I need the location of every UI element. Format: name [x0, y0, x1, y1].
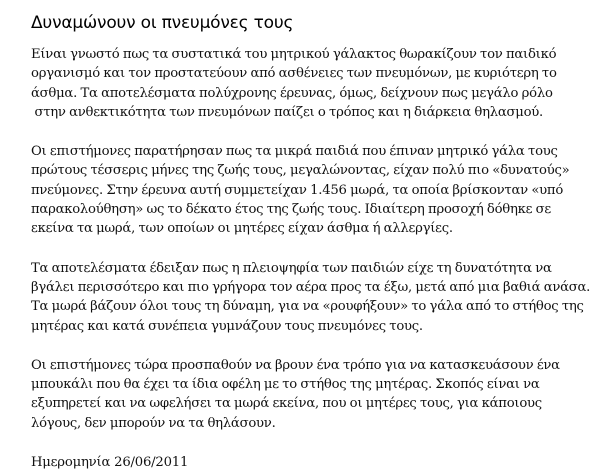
paragraph-line: βγάλει περισσότερο και πιο γρήγορα τον αέρα προς τα έξω, μετά από μια βαθιά ανάσα. [31, 279, 591, 295]
paragraph-line: εκείνα τα μωρά, των οποίων οι μητέρες είχαν άσθμα ή αλλεργίες. [31, 221, 453, 237]
paragraph-1 [31, 45, 583, 122]
paragraph-line: μπουκάλι που θα έχει τα ίδια οφέλη με το στήθος της μητέρας. Σκοπός είναι να [31, 377, 540, 393]
paragraph-line: στην ανθεκτικότητα των πνευμόνων παίζει ο τρόπος και η διάρκεια θηλασμού. [31, 104, 543, 120]
paragraph-line: πνεύμονες. Στην έρευνα αυτή συμμετείχαν 1.456 μωρά, τα οποία βρίσκονταν «υπό [31, 182, 564, 198]
paragraph-line: πρώτους τέσσερις μήνες της ζωής τους, μεγαλώνοντας, είχαν πολύ πιο «δυνατούς» [31, 163, 570, 179]
paragraph-2 [31, 142, 583, 238]
paragraph-line: Τα αποτελέσματα έδειξαν πως η πλειοψηφία των παιδιών είχε τη δυνατότητα να [31, 260, 552, 276]
paragraph-line: παρακολούθηση» ως το δέκατο έτος της ζωής τους. Ιδιαίτερη προσοχή δόθηκε σε [31, 202, 551, 218]
publication-date: Ημερομηνία 26/06/2011 [31, 455, 189, 471]
paragraph-line: Είναι γνωστό πως τα συστατικά του μητρικού γάλακτος θωρακίζουν τον παιδικό [31, 47, 557, 62]
paragraph-line: μητέρας και κατά συνέπεια γυμνάζουν τους πνευμόνες τους. [31, 318, 423, 334]
paragraph-line: Οι επιστήμονες τώρα προσπαθούν να βρουν ένα τρόπο για να κατασκευάσουν ένα [31, 357, 560, 373]
paragraph-line: άσθμα. Τα αποτελέσματα πολύχρονης έρευνας, όμως, δείχνουν πως μεγάλο ρόλο [31, 85, 553, 101]
paragraph-3 [31, 259, 591, 336]
article-title: Δυναμώνουν οι πνευμόνες τους [31, 13, 294, 33]
paragraph-line: λόγους, δεν μπορούν να τα θηλάσουν. [31, 415, 276, 431]
paragraph-line: Οι επιστήμονες παρατήρησαν πως τα μικρά παιδιά που έπιναν μητρικό γάλα τους [31, 144, 558, 160]
paragraph-line: οργανισμό και τον προστατεύουν από ασθένειες των πνευμόνων, με κυριότερη το [31, 66, 557, 82]
article [31, 12, 591, 472]
paragraph-4 [31, 356, 583, 433]
paragraph-line: Τα μωρά βάζουν όλοι τους τη δύναμη, για να «ρουφήξουν» το γάλα από το στήθος της [31, 299, 584, 315]
paragraph-line: εξυπηρετεί και να ωφελήσει τα μωρά εκείνα, που οι μητέρες τους, για κάποιους [31, 396, 542, 412]
